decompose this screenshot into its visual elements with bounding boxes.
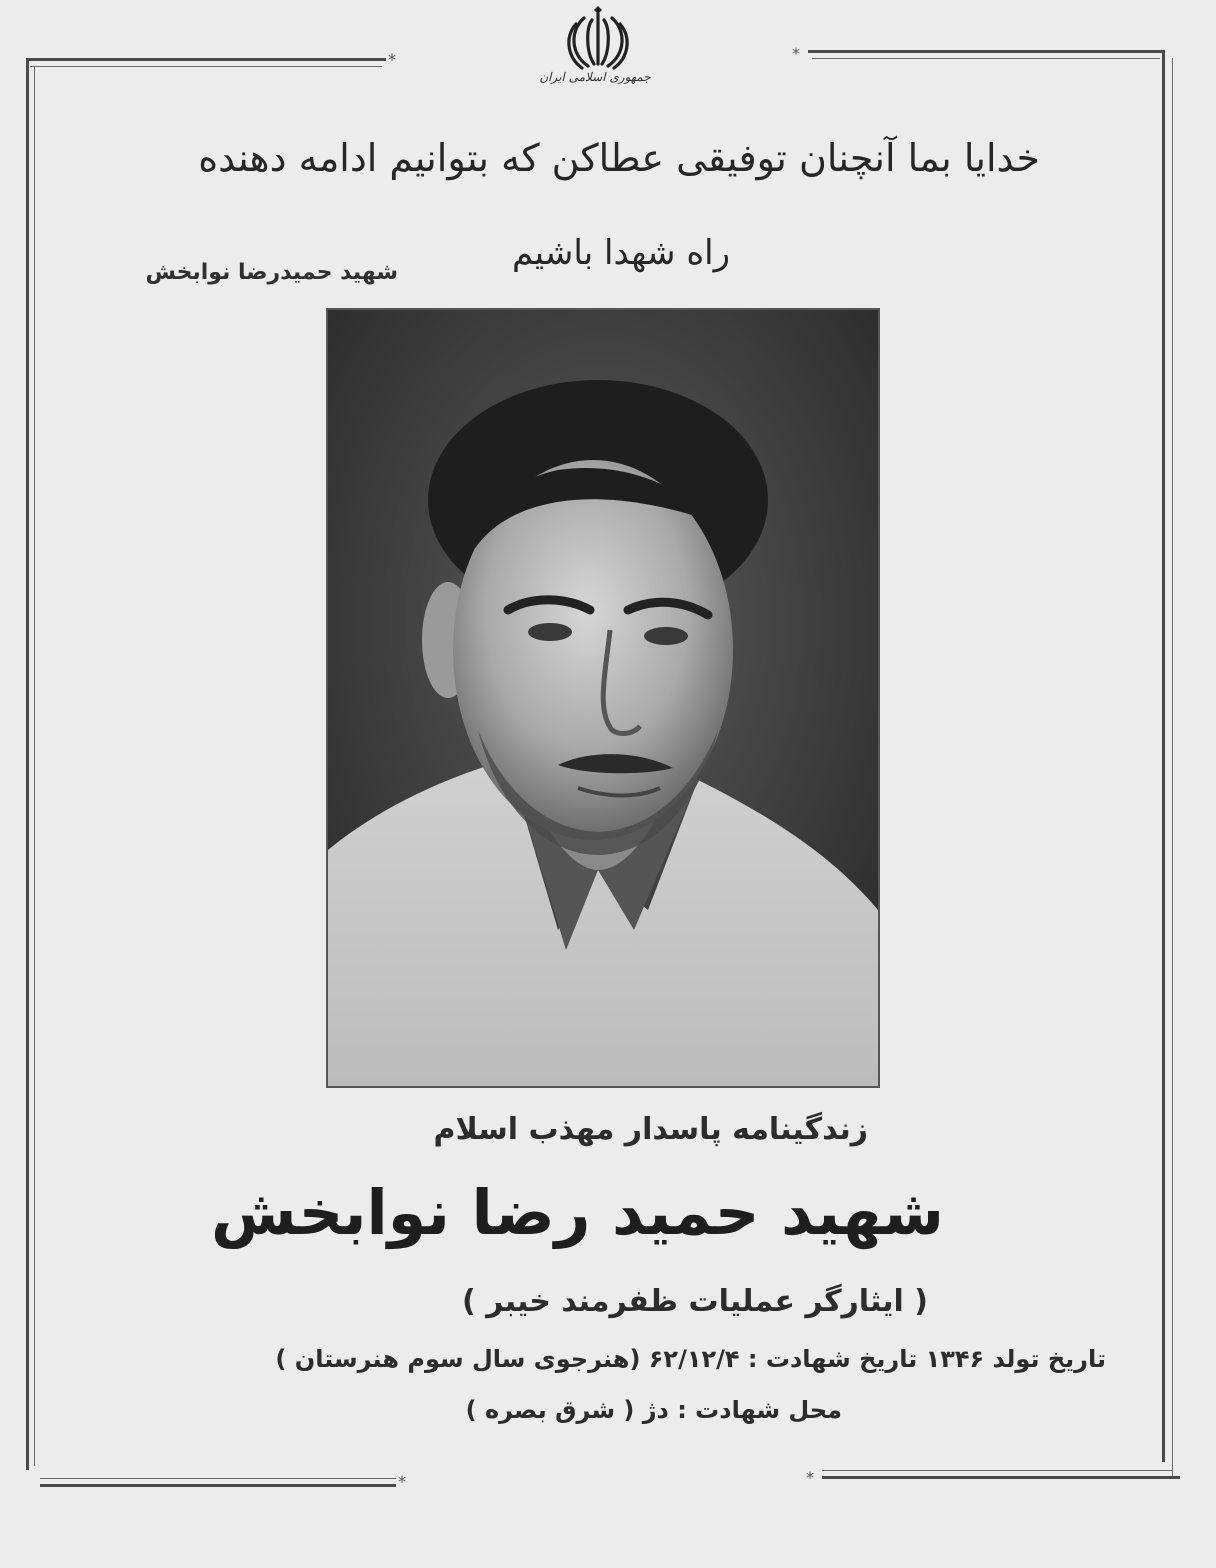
prayer-line-1: خدایا بما آنچنان توفیقی عطاکن که بتوانیم ادامه دهنده: [198, 136, 1040, 180]
frame-top-right-line: [808, 50, 1164, 53]
martyr-name: شهید حمید رضا نوابخش: [210, 1176, 944, 1249]
frame-top-left-line: [26, 58, 386, 61]
frame-left-line: [26, 58, 29, 1470]
frame-left-line-inner: [34, 66, 35, 1466]
star-ornament: *: [806, 1468, 814, 1487]
frame-bottom-left-line-inner: [40, 1478, 396, 1479]
biography-heading: زندگینامه پاسدار مهذب اسلام: [433, 1112, 868, 1147]
frame-bottom-right-line-inner: [822, 1470, 1172, 1471]
prayer-signature: شهید حمیدرضا نوابخش: [145, 260, 398, 285]
frame-top-left-line-inner: [30, 66, 382, 67]
star-ornament: *: [398, 1472, 406, 1491]
frame-right-line: [1162, 50, 1165, 1462]
frame-bottom-right-line: [822, 1476, 1180, 1479]
biography-subtitle: ( ایثارگر عملیات ظفرمند خیبر ): [461, 1284, 928, 1319]
dates-line: تاریخ تولد ۱۳۴۶ تاریخ شهادت : ۶۲/۱۲/۴ (هنرجوی سال سوم هنرستان ): [275, 1345, 1106, 1373]
frame-bottom-left-line: [40, 1484, 396, 1487]
star-ornament: *: [792, 44, 800, 63]
place-line: محل شهادت : دژ ( شرق بصره ): [465, 1396, 842, 1424]
frame-top-right-line-inner: [812, 58, 1160, 59]
prayer-line-2: راه شهدا باشیم: [512, 233, 730, 273]
portrait-photo: [326, 308, 880, 1088]
star-ornament: *: [388, 50, 396, 69]
frame-right-line-inner: [1172, 58, 1173, 1478]
emblem-caption: جمهوری اسلامی ایران: [539, 70, 651, 84]
iran-emblem-icon: [548, 6, 648, 98]
